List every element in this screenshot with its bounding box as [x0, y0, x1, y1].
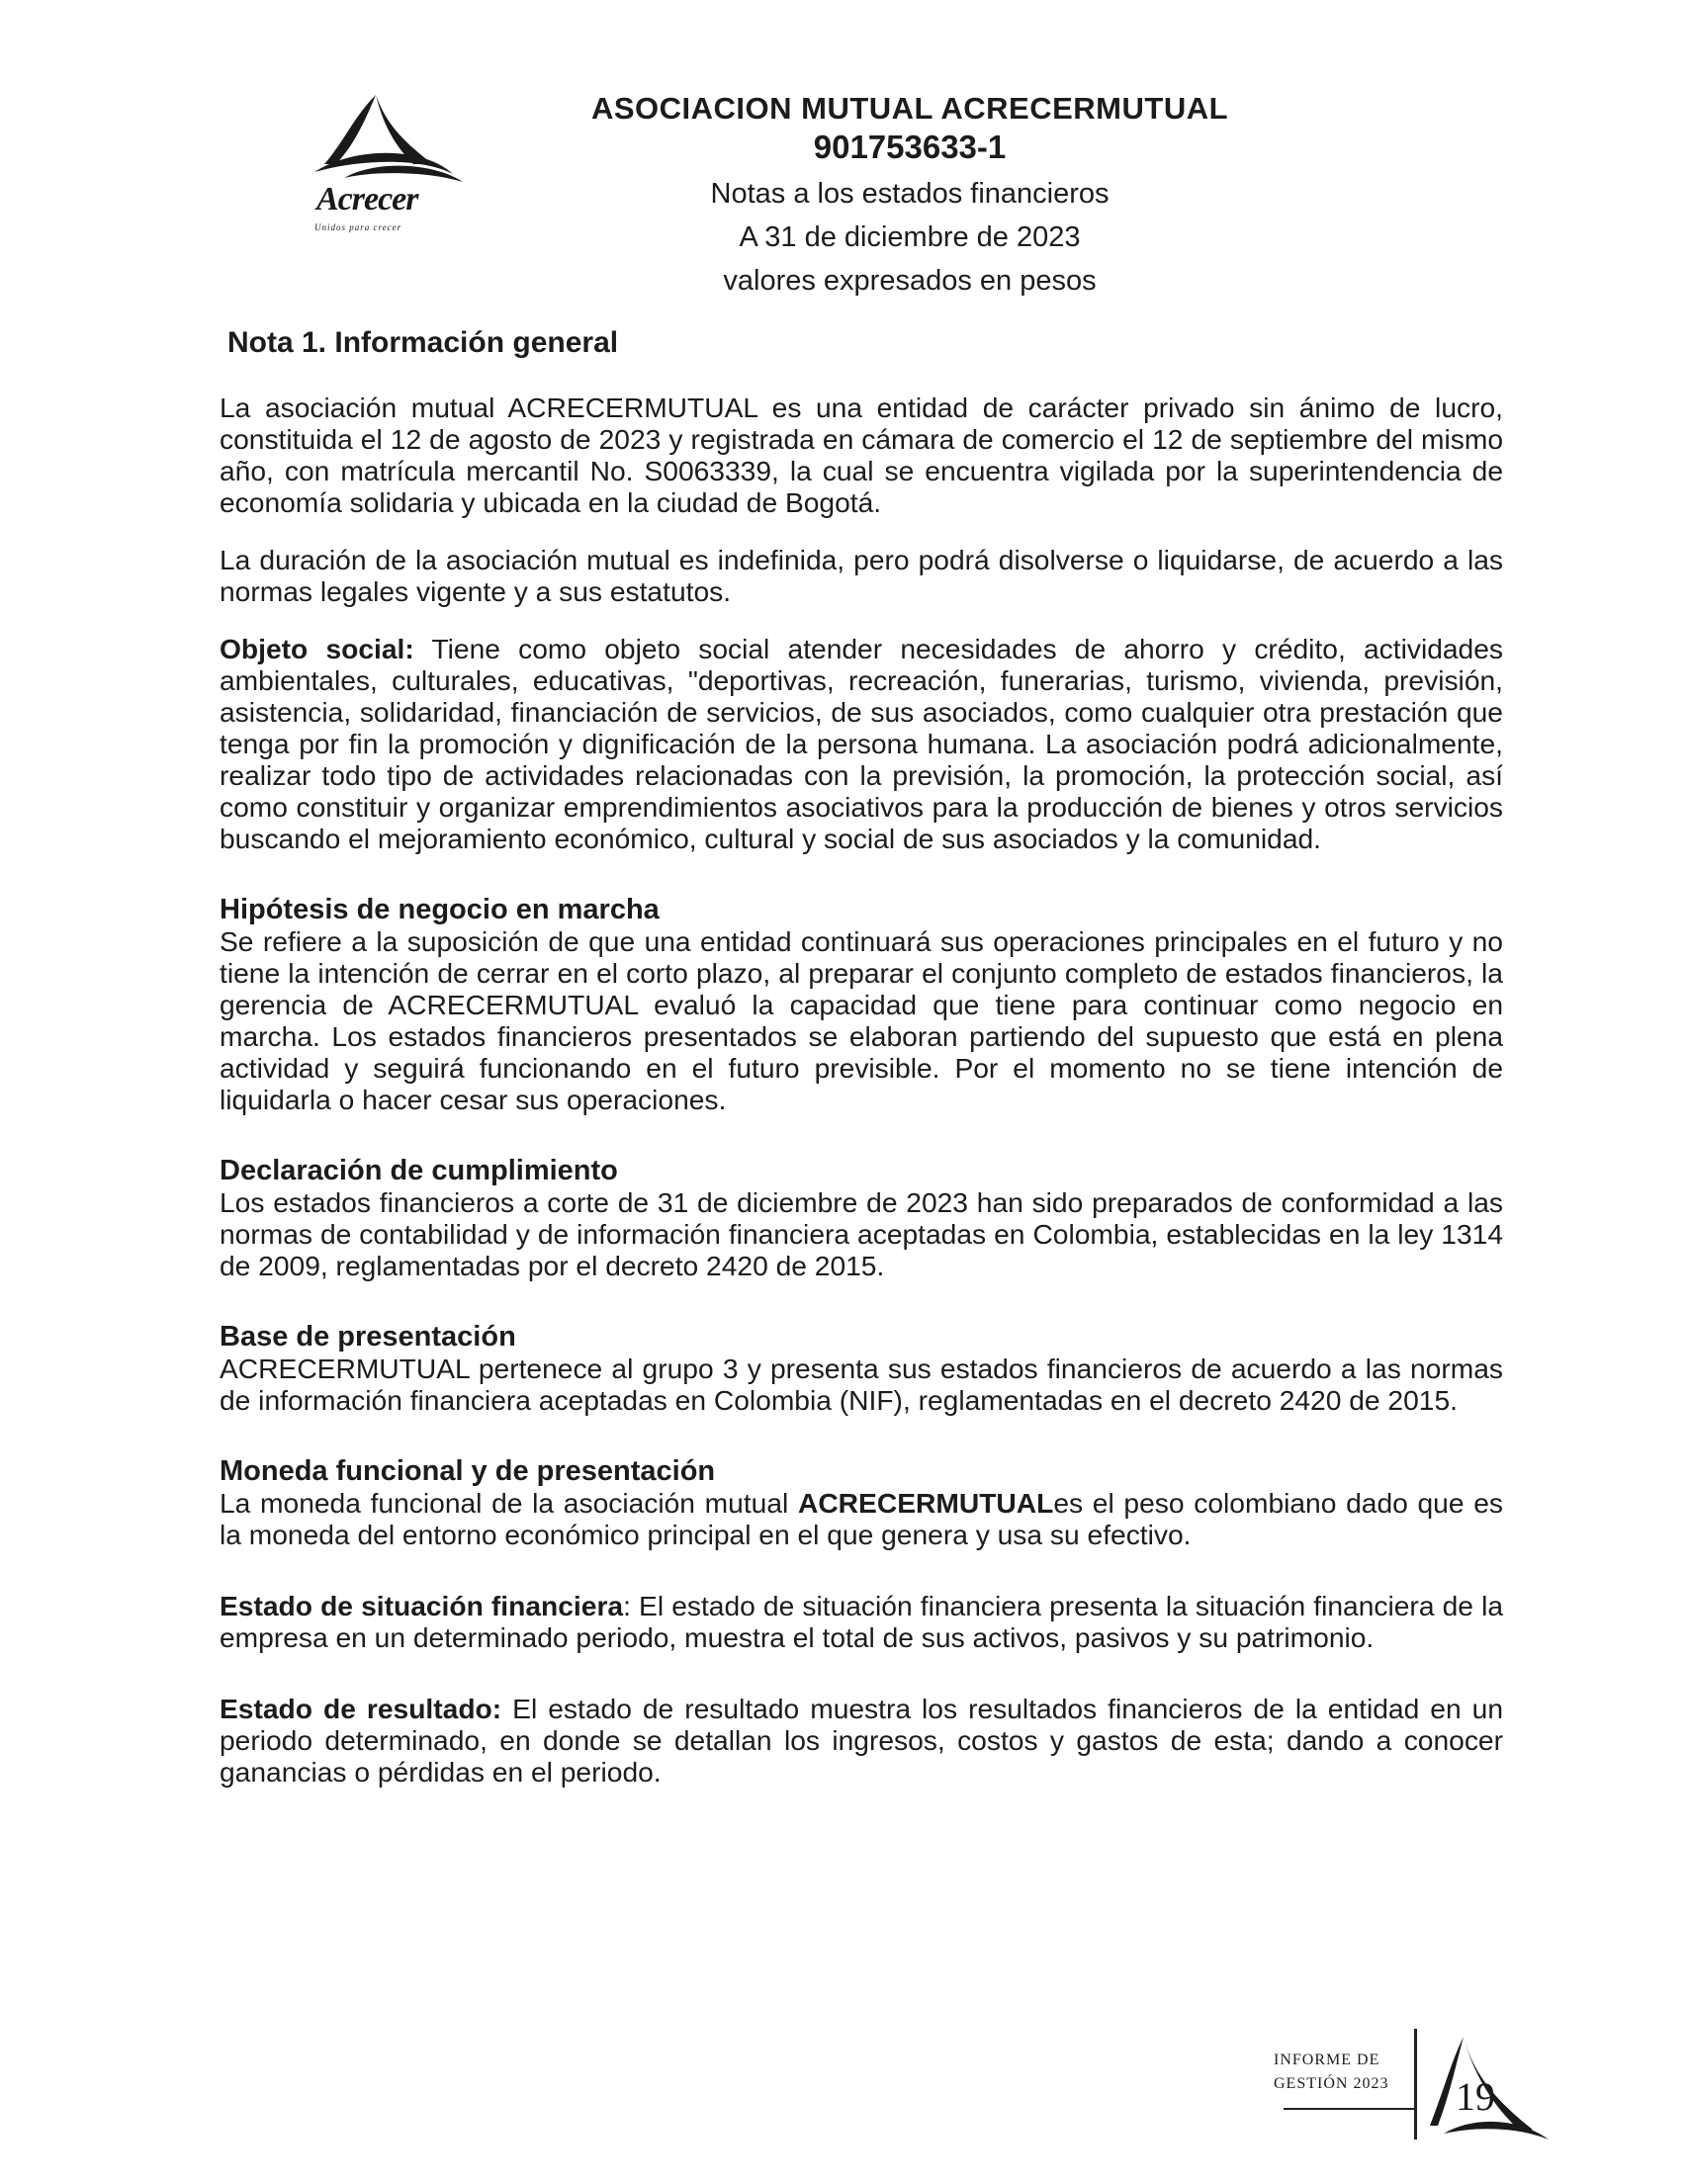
- logo-name: Acrecer: [316, 181, 418, 218]
- resultado-text: El estado de resultado muestra los resultados financieros de la entidad en un periodo determinado, en donde se detallan los ingresos, costos y gastos de esta; dando a conocer ganancias o pérdidas en el periodo.: [220, 1693, 1503, 1788]
- objeto-social-label: Objeto social:: [220, 633, 414, 664]
- section-title-base: Base de presentación: [220, 1321, 516, 1353]
- footer-underline: [1284, 2108, 1414, 2110]
- section-title-moneda: Moneda funcional y de presentación: [220, 1455, 716, 1487]
- document-subtitle: Notas a los estados financieros: [710, 178, 1110, 210]
- document-date: A 31 de diciembre de 2023: [739, 221, 1081, 253]
- acrecer-logo: [314, 87, 502, 245]
- currency-note: valores expresados en pesos: [723, 265, 1097, 297]
- situacion-text: : El estado de situación financiera presenta la situación financiera de la empresa en un determinado periodo, muestra el total de sus activos, pasivos y su patrimonio.: [220, 1590, 1504, 1653]
- resultado-label: Estado de resultado:: [220, 1693, 502, 1724]
- note-title: Nota 1. Información general: [227, 326, 619, 359]
- general-info-paragraph: La asociación mutual ACRECERMUTUAL es una entidad de carácter privado sin ánimo de lucro, constituida el 12 de agosto de 2023 y registrada en cámara de comercio el 12 de septiembre del mismo año, con matrícula mercantil No. S0063339, la cual se encuentra vigilada por la superintendencia de economía solidaria y ubicada en la ciudad de Bogotá.: [220, 392, 1503, 518]
- section-title-hipotesis: Hipótesis de negocio en marcha: [220, 894, 660, 925]
- nit-number: 901753633-1: [813, 129, 1007, 165]
- objeto-social-paragraph: [220, 633, 1503, 854]
- section-text-hipotesis: Se refiere a la suposición de que una entidad continuará sus operaciones principales en el futuro y no tiene la intención de cerrar en el corto plazo, al preparar el conjunto completo de estados financieros, la gerencia de ACRECERMUTUAL evaluó la capacidad que tiene para continuar como negocio en marcha. Los estados financieros presentados se elaboran partiendo del supuesto que está en plena actividad y seguirá funcionando en el futuro previsible. Por el momento no se tiene intención de liquidarla o hacer cesar sus operaciones.: [220, 925, 1503, 1115]
- report-label-line2: GESTIÓN 2023: [1274, 2075, 1389, 2092]
- section-text-declaracion: Los estados financieros a corte de 31 de diciembre de 2023 han sido preparados de conformidad a las normas de contabilidad y de información financiera aceptadas en Colombia, establecidas en la ley 1314 de 2009, reglamentadas por el decreto 2420 de 2015.: [220, 1186, 1503, 1281]
- page-mark-icon: [1424, 2031, 1562, 2149]
- page-number-mark: [1424, 2031, 1562, 2154]
- organization-name: ASOCIACION MUTUAL ACRECERMUTUAL: [590, 91, 1229, 126]
- situacion-label: Estado de situación financiera: [220, 1590, 624, 1621]
- report-label-line1: INFORME DE: [1274, 2052, 1380, 2068]
- logo-tagline: Unidos para crecer: [314, 222, 402, 232]
- section-title-declaracion: Declaración de cumplimiento: [220, 1155, 618, 1186]
- section-text-moneda: [220, 1487, 1503, 1550]
- section-situacion: [220, 1590, 1503, 1653]
- report-label: [1274, 2049, 1388, 2096]
- moneda-text-before: La moneda funcional de la asociación mutual: [220, 1487, 798, 1519]
- page-footer: [1274, 2029, 1570, 2157]
- moneda-entity: ACRECERMUTUAL: [797, 1487, 1054, 1519]
- objeto-social-text: Tiene como objeto social atender necesidades de ahorro y crédito, actividades ambientales, culturales, educativas, "deportivas, recreación, funerarias, turismo, vivienda, previsión, asistencia, solidaridad, financiación de servicios, de sus asociados, como cualquier otra prestación que tenga por fin la promoción y dignificación de la persona humana. La asociación podrá adicionalmente, realizar todo tipo de actividades relacionadas con la previsión, la promoción, la protección social, así como constituir y organizar emprendimientos asociativos para la producción de bienes y otros servicios buscando el mejoramiento económico, cultural y social de sus asociados y la comunidad.: [220, 633, 1504, 854]
- section-resultado: [220, 1693, 1503, 1788]
- footer-divider: [1414, 2029, 1417, 2140]
- moneda-text-after: es el peso colombiano dado que es la moneda del entorno económico principal en el que genera y usa su efectivo.: [220, 1487, 1503, 1550]
- page-number: 19: [1456, 2074, 1495, 2119]
- duration-paragraph: La duración de la asociación mutual es indefinida, pero podrá disolverse o liquidarse, de acuerdo a las normas legales vigente y a sus estatutos.: [220, 544, 1503, 607]
- section-text-base: ACRECERMUTUAL pertenece al grupo 3 y presenta sus estados financieros de acuerdo a las normas de información financiera aceptadas en Colombia (NIF), reglamentadas en el decreto 2420 de 2015.: [220, 1353, 1503, 1416]
- acrecer-logo-icon: [314, 87, 502, 186]
- document-body: [220, 326, 1503, 1813]
- document-header: [554, 91, 1266, 297]
